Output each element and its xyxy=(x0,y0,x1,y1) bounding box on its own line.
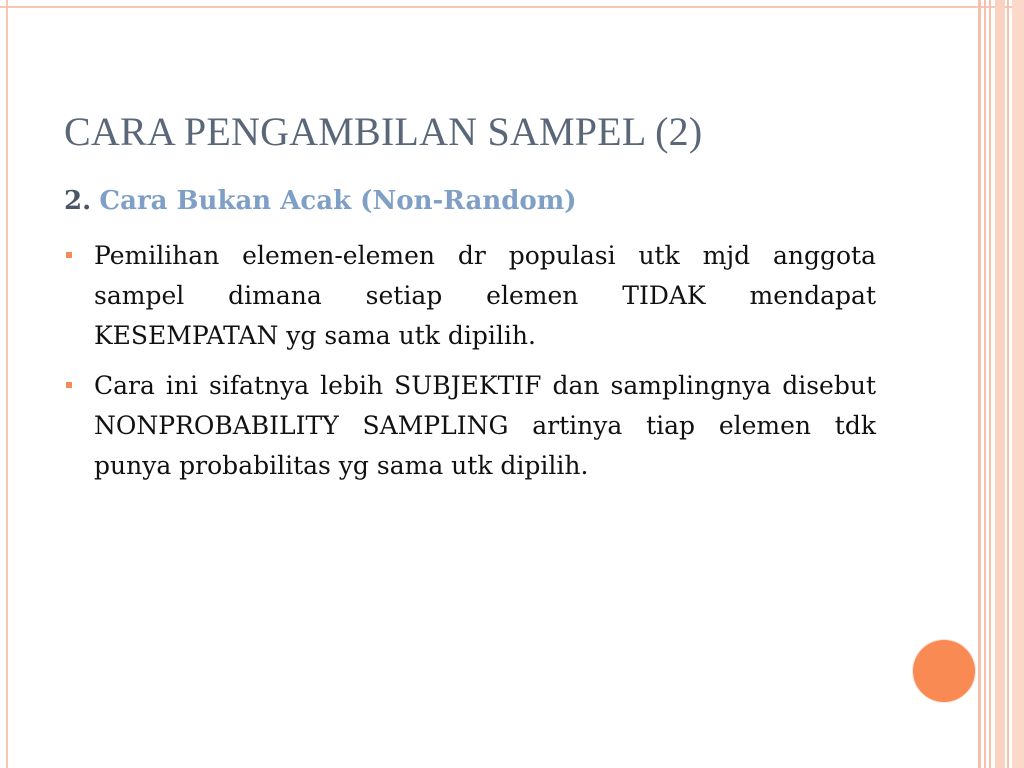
bullet-text: Cara ini sifatnya lebih SUBJEKTIF dan samplingnya disebut NONPROBABILITY SAMPLING artinya tiap elemen tdk punya probabilitas yg sama utk dipilih. xyxy=(94,371,876,480)
frame-left-line xyxy=(6,0,8,768)
subheading-number: 2. xyxy=(64,186,92,216)
square-bullet-icon xyxy=(66,252,72,258)
stripe xyxy=(978,0,981,768)
stripe xyxy=(989,0,991,768)
accent-circle xyxy=(913,640,975,702)
bullet-item xyxy=(64,236,876,356)
stripe xyxy=(984,0,986,768)
slide-title: CARA PENGAMBILAN SAMPEL (2) xyxy=(64,109,703,154)
bullet-item xyxy=(64,366,876,486)
stripe xyxy=(1012,0,1024,768)
decorative-stripes xyxy=(978,0,1024,768)
bullet-list xyxy=(64,236,876,496)
bullet-text: Pemilihan elemen-elemen dr populasi utk mjd anggota sampel dimana setiap elemen TIDAK mendapat KESEMPATAN yg sama utk dipilih. xyxy=(94,241,876,350)
stripe xyxy=(995,0,1005,768)
stripe xyxy=(1007,0,1009,768)
subheading xyxy=(64,186,577,216)
square-bullet-icon xyxy=(66,382,72,388)
frame-top-line xyxy=(0,6,1024,8)
subheading-label: Cara Bukan Acak (Non-Random) xyxy=(99,186,577,216)
